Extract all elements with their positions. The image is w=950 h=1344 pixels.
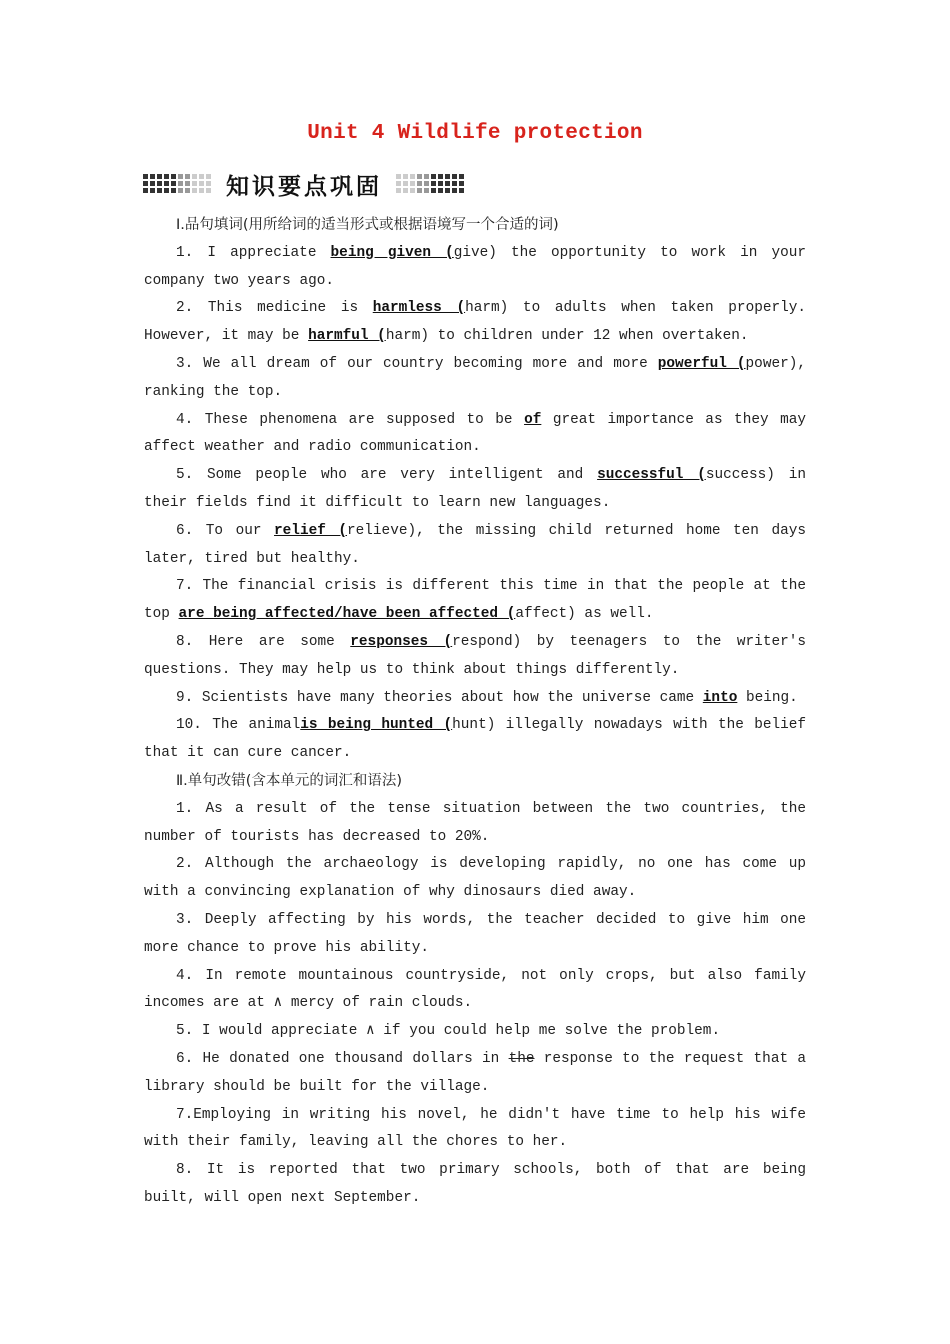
- item-text: give) the opportunity to work in your company two years ago.: [144, 244, 806, 289]
- fill-item-5: [144, 462, 806, 518]
- item-text: success) in their fields find it difficult to learn new languages.: [144, 467, 806, 511]
- fill-item-10: [144, 712, 806, 768]
- banner-dots-left-icon: [143, 174, 212, 194]
- fill-item-2: [144, 295, 806, 351]
- item-text: 1. I appreciate: [176, 244, 331, 261]
- item-text: hunt) illegally nowadays with the belief that it can cure cancer.: [144, 717, 807, 762]
- correction-item-4: 4. In remote mountainous countryside, not only crops, but also family incomes are at ∧ mercy of rain clouds.: [144, 967, 806, 1012]
- answer: are being affected/have been affected (: [178, 606, 516, 623]
- section-banner: [143, 168, 523, 200]
- item-text: 5. Some people who are very intelligent and: [176, 467, 598, 484]
- item-text: response to the request that a library should be built for the village.: [144, 1050, 806, 1095]
- fill-item-9: [144, 685, 806, 713]
- answer: relief (: [274, 522, 348, 539]
- item-text: 8. Here are some: [176, 633, 351, 650]
- item-text: great importance as they may affect weather and radio communication.: [144, 411, 806, 456]
- correction-item-1: 1. As a result of the tense situation between the two countries, the number of tourists has decreased to 20%.: [144, 800, 806, 845]
- fill-item-6: [144, 518, 806, 574]
- correction-item-3: 3. Deeply affecting by his words, the teacher decided to give him one more chance to prove his ability.: [144, 911, 806, 956]
- correction-item-8: 8. It is reported that two primary schools, both of that are being built, will open next September.: [144, 1162, 806, 1206]
- item-text: respond) by teenagers to the writer's questions. They may help us to think about things differently.: [144, 633, 806, 678]
- item-text: being.: [737, 689, 798, 706]
- correction-item-7: 7.Employing in writing his novel, he didn't have time to help his wife with their family, leaving all the chores to her.: [144, 1106, 806, 1151]
- correction-item-6: [144, 1046, 806, 1102]
- item-text: 6. To our: [176, 522, 275, 539]
- item-text: harm) to children under 12 when overtaken.: [385, 328, 749, 345]
- item-text: harm) to adults when taken properly. However, it may be: [144, 300, 807, 345]
- banner-dots-right-icon: [396, 174, 465, 194]
- item-text: 3. We all dream of our country becoming more and more: [176, 355, 658, 372]
- answer: successful (: [597, 467, 706, 484]
- item-text: 9. Scientists have many theories about how the universe came: [176, 689, 703, 706]
- fill-item-3: [144, 351, 806, 407]
- answer: harmful (: [308, 328, 386, 345]
- answer: powerful (: [657, 355, 746, 372]
- fill-item-7: [144, 573, 806, 629]
- section-1-heading: Ⅰ.品句填词(用所给词的适当形式或根据语境写一个合适的词): [176, 217, 559, 233]
- exercise-content: [144, 212, 806, 1213]
- fill-item-1: [144, 240, 806, 296]
- item-text: 2. This medicine is: [176, 300, 373, 317]
- correction-item-2: 2. Although the archaeology is developing rapidly, no one has come up with a convincing explanation of why dinosaurs died away.: [144, 856, 806, 901]
- item-text: 4. These phenomena are supposed to be: [176, 411, 525, 428]
- item-text: 7. The financial crisis is different this time in that the people at the top: [144, 578, 806, 623]
- answer: of: [524, 411, 542, 428]
- answer: being given (: [330, 244, 454, 261]
- answer: into: [702, 689, 738, 706]
- fill-item-8: [144, 629, 806, 685]
- item-text: relieve), the missing child returned home ten days later, tired but healthy.: [144, 522, 807, 567]
- page-title: Unit 4 Wildlife protection: [307, 122, 643, 145]
- banner-text: 知识要点巩固: [226, 173, 382, 200]
- section-2-heading: Ⅱ.单句改错(含本单元的词汇和语法): [176, 772, 403, 789]
- correction-item-5: 5. I would appreciate ∧ if you could help me solve the problem.: [176, 1023, 721, 1040]
- item-text: affect) as well.: [515, 606, 654, 623]
- item-text: 6. He donated one thousand dollars in: [176, 1050, 509, 1067]
- fill-item-4: [144, 407, 806, 463]
- struck-word: the: [508, 1050, 535, 1067]
- item-text: power), ranking the top.: [144, 355, 806, 400]
- answer: is being hunted (: [300, 717, 453, 734]
- answer: harmless (: [372, 300, 466, 317]
- item-text: 10. The animal: [176, 717, 301, 734]
- answer: responses (: [350, 633, 453, 650]
